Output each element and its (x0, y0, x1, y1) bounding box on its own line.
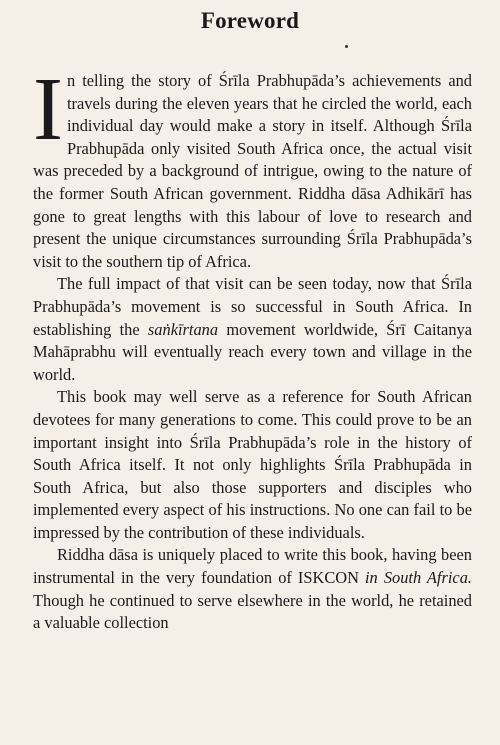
print-speck (345, 45, 348, 48)
foreword-body (33, 60, 472, 635)
paragraph-4-text-c: Though he continued to serve elsewhere in the world, he retained a valuable collection (33, 590, 472, 633)
paragraph-2-text-c: movement worldwide, Śrī Caitanya Mahāprabhu will eventually reach every town and village in the world. (33, 319, 472, 384)
paragraph-2 (33, 273, 472, 386)
paragraph-1 (33, 60, 472, 273)
paragraph-3: This book may well serve as a reference for South African devotees for many generations to come. This could prove to be an important insight into Śrīla Prabhupāda’s role in the history of South Africa itself. It not only highlights Śrīla Prabhupāda in South Africa, but also those supporters and disciples who implemented every aspect of his instructions. No one can fail to be impressed by the contribution of these individuals. (33, 387, 472, 542)
drop-cap: I (33, 60, 63, 159)
paragraph-4-text-a: Riddha dāsa is uniquely placed to write this book, having been instrumental in the very foundation of ISKCON (33, 545, 472, 588)
page-title: Foreword (200, 8, 300, 33)
paragraph-2-italic-term: saṅkīrtana (147, 319, 219, 339)
paragraph-1-text: n telling the story of Śrīla Prabhupāda’s achievements and travels during the eleven years that he circled the world, each individual day would make a story in itself. Although Śrīla Prabhupāda only visited South Africa once, the actual visit was preceded by a background of intrigue, owing to the nature of the former South African government. Riddha dāsa Adhikārī has gone to great lengths with this labour of love to research and present the unique circumstances surrounding Śrīla Prabhupāda’s visit to the southern tip of Africa. (33, 71, 472, 271)
paragraph-4-italic-phrase: in South Africa. (365, 568, 472, 588)
paragraph-4 (33, 544, 472, 634)
paragraph-2-text-a: The full impact of that visit can be seen today, now that Śrīla Prabhupāda’s movement is so successful in South Africa. In establishing the (33, 274, 472, 339)
